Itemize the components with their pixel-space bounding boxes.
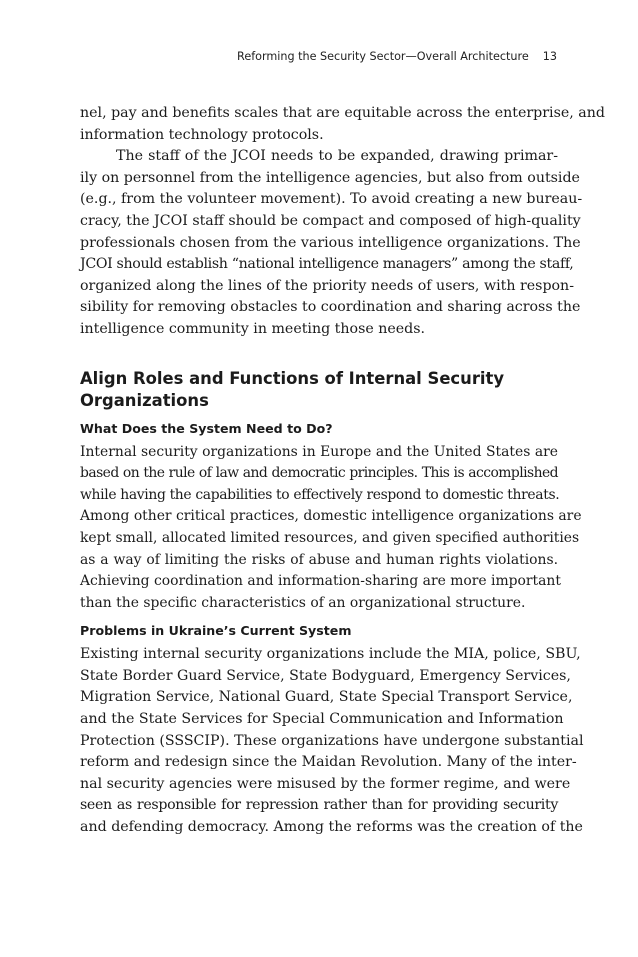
text-line: nel, pay and benefits scales that are equitable across the enterprise, and (80, 105, 605, 121)
text-line: information technology protocols. (80, 126, 324, 143)
text-line: Internal security organizations in Europe and the United States are (80, 443, 558, 460)
text-line: (e.g., from the volunteer movement). To avoid creating a new bureau- (80, 191, 583, 208)
intro-paragraph-1 (80, 103, 605, 146)
subsection-1-paragraph (80, 442, 582, 615)
text-line: Existing internal security organizations include the MIA, police, SBU, (80, 646, 581, 663)
text-line: The staff of the JCOI needs to be expanded, drawing primar- (116, 148, 558, 165)
text-line: professionals chosen from the various intelligence organizations. The (80, 234, 581, 251)
body-text (80, 103, 605, 839)
section-heading (80, 368, 558, 412)
text-line: Protection (SSSCIP). These organizations have undergone substantial (80, 732, 584, 749)
text-line: Achieving coordination and information-sharing are more important (80, 573, 561, 590)
text-line: JCOI should establish “national intelligence managers” among the staff, (80, 256, 574, 273)
text-line: seen as responsible for repression rather than for providing security (80, 797, 558, 814)
text-line: than the specific characteristics of an organizational structure. (80, 594, 526, 611)
intro-paragraph-2 (80, 146, 583, 340)
text-line: Among other critical practices, domestic intelligence organizations are (80, 508, 582, 525)
text-line: while having the capabilities to effectively respond to domestic threats. (80, 486, 560, 503)
text-line: and defending democracy. Among the reforms was the creation of the (80, 819, 583, 836)
text-line: as a way of limiting the risks of abuse and human rights violations. (80, 551, 558, 568)
text-line: cracy, the JCOI staff should be compact and composed of high-quality (80, 212, 581, 229)
text-line: based on the rule of law and democratic principles. This is accomplished (80, 465, 558, 482)
text-line: ily on personnel from the intelligence agencies, but also from outside (80, 169, 580, 186)
text-line: State Border Guard Service, State Bodyguard, Emergency Services, (80, 667, 571, 684)
page-number: 13 (542, 50, 557, 63)
running-header (0, 50, 557, 63)
running-title: Reforming the Security Sector—Overall Architecture (237, 50, 529, 63)
text-line: organized along the lines of the priority needs of users, with respon- (80, 277, 574, 294)
text-line: reform and redesign since the Maidan Revolution. Many of the inter- (80, 754, 577, 771)
text-line: kept small, allocated limited resources, and given specified authorities (80, 529, 580, 546)
section-heading-line: Organizations (80, 390, 209, 410)
text-line: intelligence community in meeting those needs. (80, 320, 426, 337)
text-line: and the State Services for Special Communication and Information (80, 711, 564, 728)
subsection-2-paragraph (80, 644, 584, 838)
section-heading-line: Align Roles and Functions of Internal Security (80, 368, 505, 388)
text-line: sibility for removing obstacles to coordination and sharing across the (80, 299, 581, 316)
text-line: nal security agencies were misused by the former regime, and were (80, 775, 571, 792)
subsection-heading-1: What Does the System Need to Do? (80, 420, 333, 436)
text-line: Migration Service, National Guard, State Special Transport Service, (80, 689, 573, 706)
subsection-heading-2: Problems in Ukraine’s Current System (80, 623, 352, 639)
